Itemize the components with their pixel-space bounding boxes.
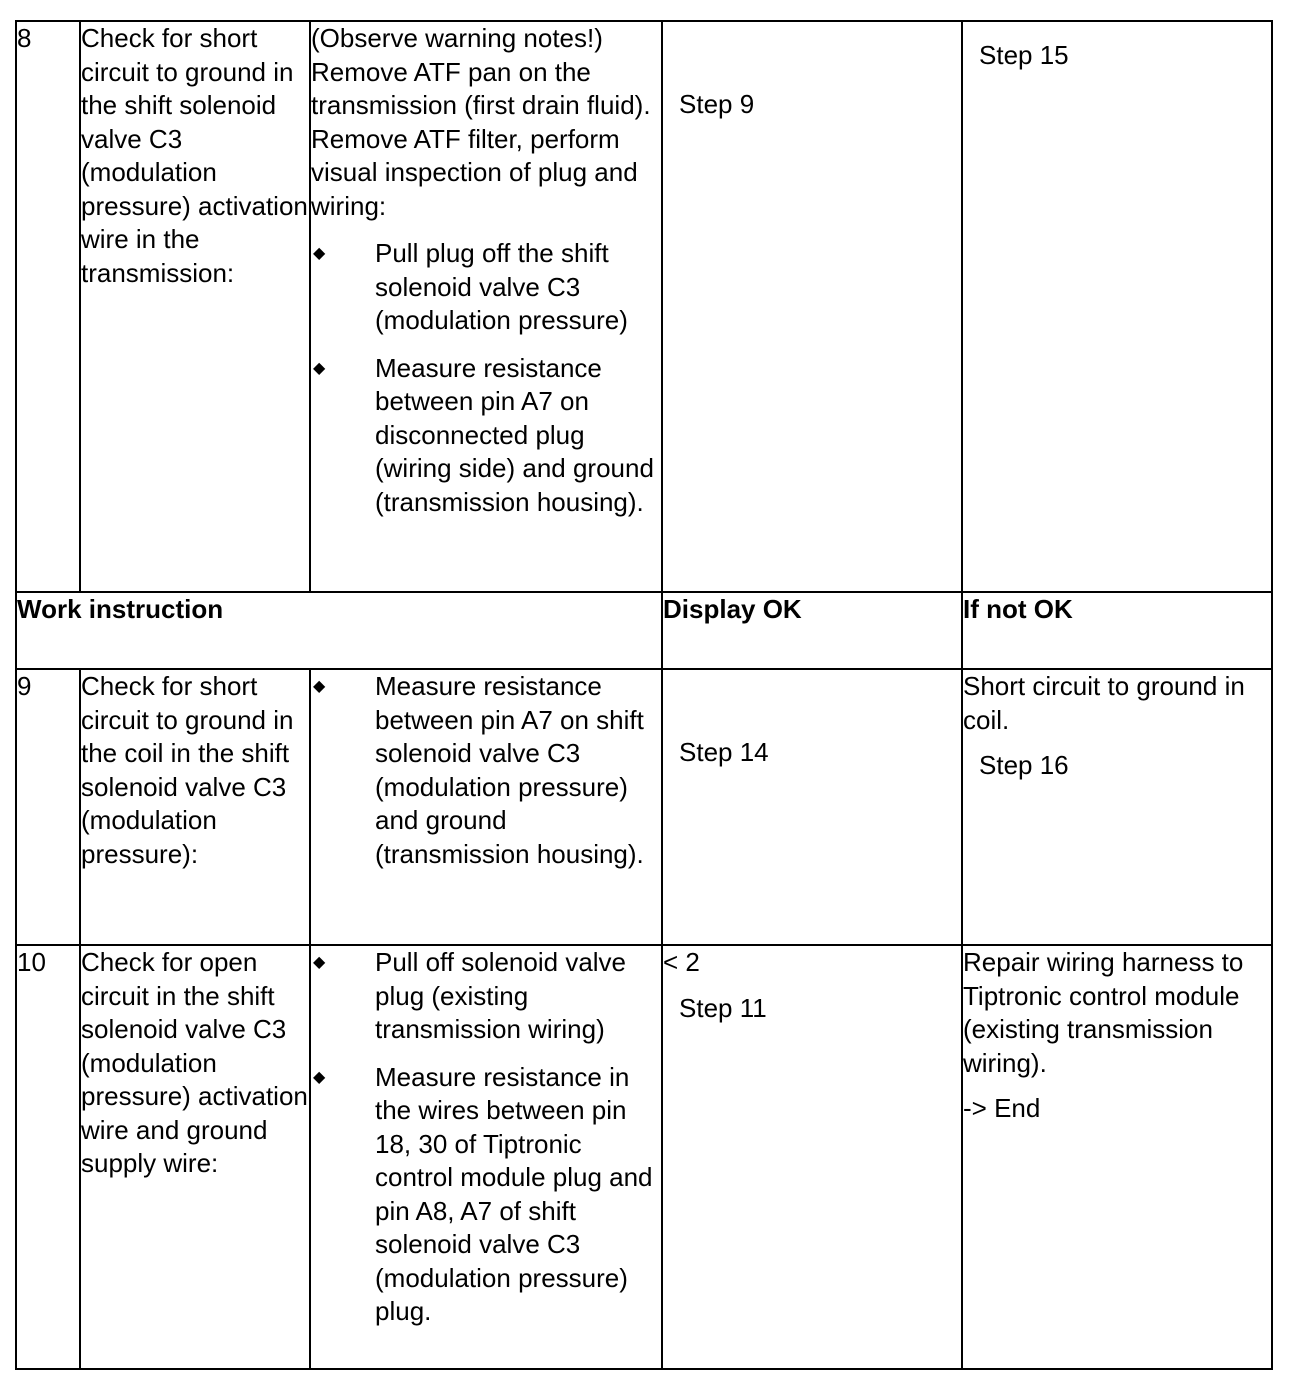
- instruction-list: [311, 670, 661, 871]
- check-description: Check for short circuit to ground in the coil in the shift solenoid valve C3 (modulation pressure):: [81, 671, 294, 869]
- diamond-bullet-icon: ◆: [313, 1068, 326, 1086]
- list-item-text: Pull off solenoid valve plug (existing transmission wiring): [375, 947, 627, 1044]
- list-item: [311, 670, 661, 871]
- list-item-text: Pull plug off the shift solenoid valve C3 (modulation pressure): [375, 238, 628, 335]
- table-header-row: [16, 592, 1272, 669]
- check-description-cell: [80, 669, 310, 945]
- instruction-list: [311, 946, 661, 1329]
- step-number: 10: [17, 947, 46, 977]
- if-not-ok-cell: [962, 21, 1272, 592]
- diamond-bullet-icon: ◆: [313, 954, 326, 971]
- list-item-text: Measure resistance between pin A7 on shift solenoid valve C3 (modulation pressure) and ground (transmission housing).: [375, 671, 644, 869]
- instruction-cell: [310, 669, 662, 945]
- diamond-bullet-icon: ◆: [313, 245, 326, 262]
- fault-text: Short circuit to ground in coil.: [963, 671, 1245, 735]
- check-description: Check for short circuit to ground in the shift solenoid valve C3 (modulation pressure) activation wire in the transmission:: [81, 23, 308, 288]
- check-description: Check for open circuit in the shift solenoid valve C3 (modulation pressure) activation wire and ground supply wire:: [81, 947, 308, 1178]
- instruction-intro: (Observe warning notes!) Remove ATF pan on the transmission (first drain fluid). Remove ATF filter, perform visual inspection of plug and wiring:: [311, 23, 651, 221]
- step-number-cell: [16, 945, 80, 1369]
- next-step: Step 11: [679, 992, 767, 1023]
- measured-value: < 2: [663, 947, 700, 977]
- header-display-ok: [662, 592, 962, 669]
- end-marker: -> End: [963, 1093, 1041, 1123]
- if-not-ok-cell: [962, 945, 1272, 1369]
- display-ok-cell: [662, 669, 962, 945]
- step-number-cell: [16, 669, 80, 945]
- next-step: Step 9: [679, 89, 755, 119]
- list-item-text: Measure resistance in the wires between pin 18, 30 of Tiptronic control module plug and pin A8, A7 of shift solenoid valve C3 (modulation pressure) plug.: [375, 1061, 653, 1326]
- header-label: If not OK: [963, 594, 1073, 624]
- instruction-cell: [310, 21, 662, 592]
- display-ok-cell: [662, 945, 962, 1369]
- instruction-cell: [310, 945, 662, 1369]
- next-step: Step 15: [979, 40, 1069, 70]
- list-item: [311, 237, 661, 338]
- list-item: [311, 1061, 661, 1329]
- header-work-instruction: [16, 592, 662, 669]
- step-number: 9: [17, 671, 32, 701]
- check-description-cell: [80, 945, 310, 1369]
- table-row-step-8: [16, 21, 1272, 592]
- list-item: [311, 352, 661, 520]
- if-not-ok-cell: [962, 669, 1272, 945]
- next-step: Step 14: [679, 737, 769, 767]
- table-row-step-10: [16, 945, 1272, 1369]
- header-if-not-ok: [962, 592, 1272, 669]
- step-number-cell: [16, 21, 80, 592]
- diamond-bullet-icon: ◆: [313, 359, 326, 377]
- header-label: Display OK: [663, 594, 802, 624]
- next-step: Step 16: [979, 750, 1069, 780]
- check-description-cell: [80, 21, 310, 592]
- diamond-bullet-icon: ◆: [313, 678, 326, 695]
- list-item-text: Measure resistance between pin A7 on disconnected plug (wiring side) and ground (transmission housing).: [375, 352, 654, 517]
- diagnostic-table: [15, 20, 1273, 1370]
- instruction-list: [311, 237, 661, 519]
- fault-text: Repair wiring harness to Tiptronic control module (existing transmission wiring).: [963, 947, 1244, 1078]
- header-label: Work instruction: [17, 594, 224, 624]
- table-row-step-9: [16, 669, 1272, 945]
- display-ok-cell: [662, 21, 962, 592]
- list-item: [311, 946, 661, 1047]
- step-number: 8: [17, 23, 32, 53]
